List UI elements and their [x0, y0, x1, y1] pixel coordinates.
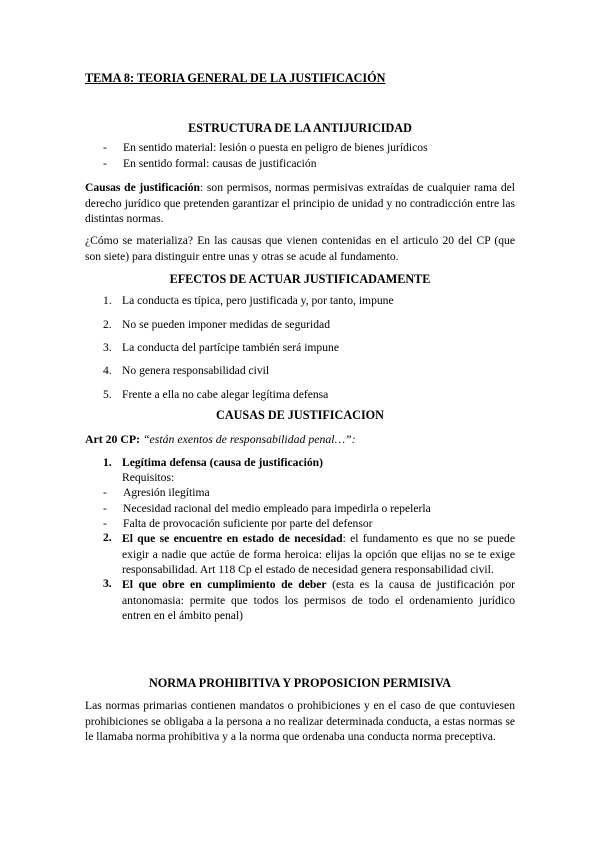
bullet-item — [103, 156, 503, 172]
paragraph-materializa: ¿Cómo se materializa? En las causas que vienen contenidas en el articulo 20 del CP (que son siete) para distinguir entre unas y otras se acude al fundamento. — [85, 234, 515, 263]
item-text: La conducta es típica, pero justificada y, por tanto, impune — [122, 294, 394, 307]
item-number: 4. — [103, 364, 112, 377]
bullet-text: En sentido material: lesión o puesta en peligro de bienes jurídicos — [123, 141, 428, 154]
item-text: La conducta del partícipe también será impune — [122, 341, 339, 354]
item-text: No se pueden imponer medidas de seguridad — [122, 318, 330, 331]
requisito-item — [103, 516, 523, 532]
list-item-cumplimiento-deber — [122, 577, 515, 624]
item-number: 2. — [103, 531, 112, 544]
dash-marker: - — [103, 502, 107, 515]
item-heading: El que obre en cumplimiento de deber — [122, 578, 327, 591]
item-number: 3. — [103, 341, 112, 354]
section-heading-efectos: EFECTOS DE ACTUAR JUSTIFICADAMENTE — [169, 272, 431, 286]
bullet-item — [103, 140, 503, 156]
requisito-item — [103, 501, 523, 517]
item-number: 5. — [103, 388, 112, 401]
paragraph-causas — [85, 180, 515, 227]
paragraph-text: : son permisos, normas permisivas extraídas de cualquier rama del derecho jurídico que pretenden garantizar el principio de unidad y no contradicción entre las distintas normas. — [85, 181, 515, 226]
dash-marker: - — [103, 517, 107, 530]
section-heading-antijuricidad: ESTRUCTURA DE LA ANTIJURICIDAD — [188, 121, 412, 135]
item-heading: El que se encuentre en estado de necesidad — [122, 532, 343, 545]
list-item — [103, 388, 328, 401]
bullet-text: En sentido formal: causas de justificación — [123, 157, 317, 170]
document-title: TEMA 8: TEORIA GENERAL DE LA JUSTIFICACIÓN — [85, 71, 386, 85]
list-item — [103, 364, 269, 377]
requisito-text: Agresión ilegítima — [123, 486, 210, 499]
item-heading: Legítima defensa (causa de justificación) — [122, 456, 323, 469]
article-quote: “están exentos de responsabilidad penal…”: — [140, 432, 356, 446]
list-item — [103, 294, 394, 307]
item-text: (esta es la causa de justificación por antonomasia: permite que todos los permisos de todo el ordenamiento jurídico entren en el ámbito penal) — [122, 578, 515, 623]
dash-marker: - — [103, 141, 107, 154]
item-text: : el fundamento es que no se puede exigir a nadie que actúe de forma heroica: elijas la opción que elijas no se te exige responsabilidad. Art 118 Cp el estado de necesidad genera responsabilidad civil. — [122, 532, 515, 577]
list-item-legitima-defensa — [103, 456, 323, 469]
item-text: No genera responsabilidad civil — [122, 364, 270, 377]
requisitos-label: Requisitos: — [122, 471, 175, 484]
requisito-text: Necesidad racional del medio empleado para impedirla o repelerla — [123, 502, 431, 515]
article-reference — [85, 432, 356, 447]
requisito-item — [103, 485, 523, 501]
requisito-text: Falta de provocación suficiente por parte del defensor — [123, 517, 373, 530]
dash-marker: - — [103, 486, 107, 499]
dash-marker: - — [103, 157, 107, 170]
list-item — [103, 318, 330, 331]
item-text: Frente a ella no cabe alegar legítima defensa — [122, 388, 329, 401]
item-number: 3. — [103, 577, 112, 590]
list-item-estado-necesidad — [122, 531, 515, 578]
item-number: 1. — [103, 294, 112, 307]
paragraph-normas: Las normas primarias contienen mandatos o prohibiciones y en el caso de que contuviesen prohibiciones se obligaba a la persona a no realizar determinada conducta, a estas normas se le llamaba norma prohibitiva y a la norma que ordenaba una conducta norma preceptiva. — [85, 699, 515, 744]
section-heading-norma: NORMA PROHIBITIVA Y PROPOSICION PERMISIVA — [148, 676, 452, 690]
list-item — [103, 341, 339, 354]
item-number: 1. — [103, 456, 112, 469]
article-label: Art 20 CP: — [85, 432, 141, 446]
section-heading-causas: CAUSAS DE JUSTIFICACION — [216, 408, 384, 422]
item-number: 2. — [103, 318, 112, 331]
term-bold: Causas de justificación — [85, 181, 200, 194]
